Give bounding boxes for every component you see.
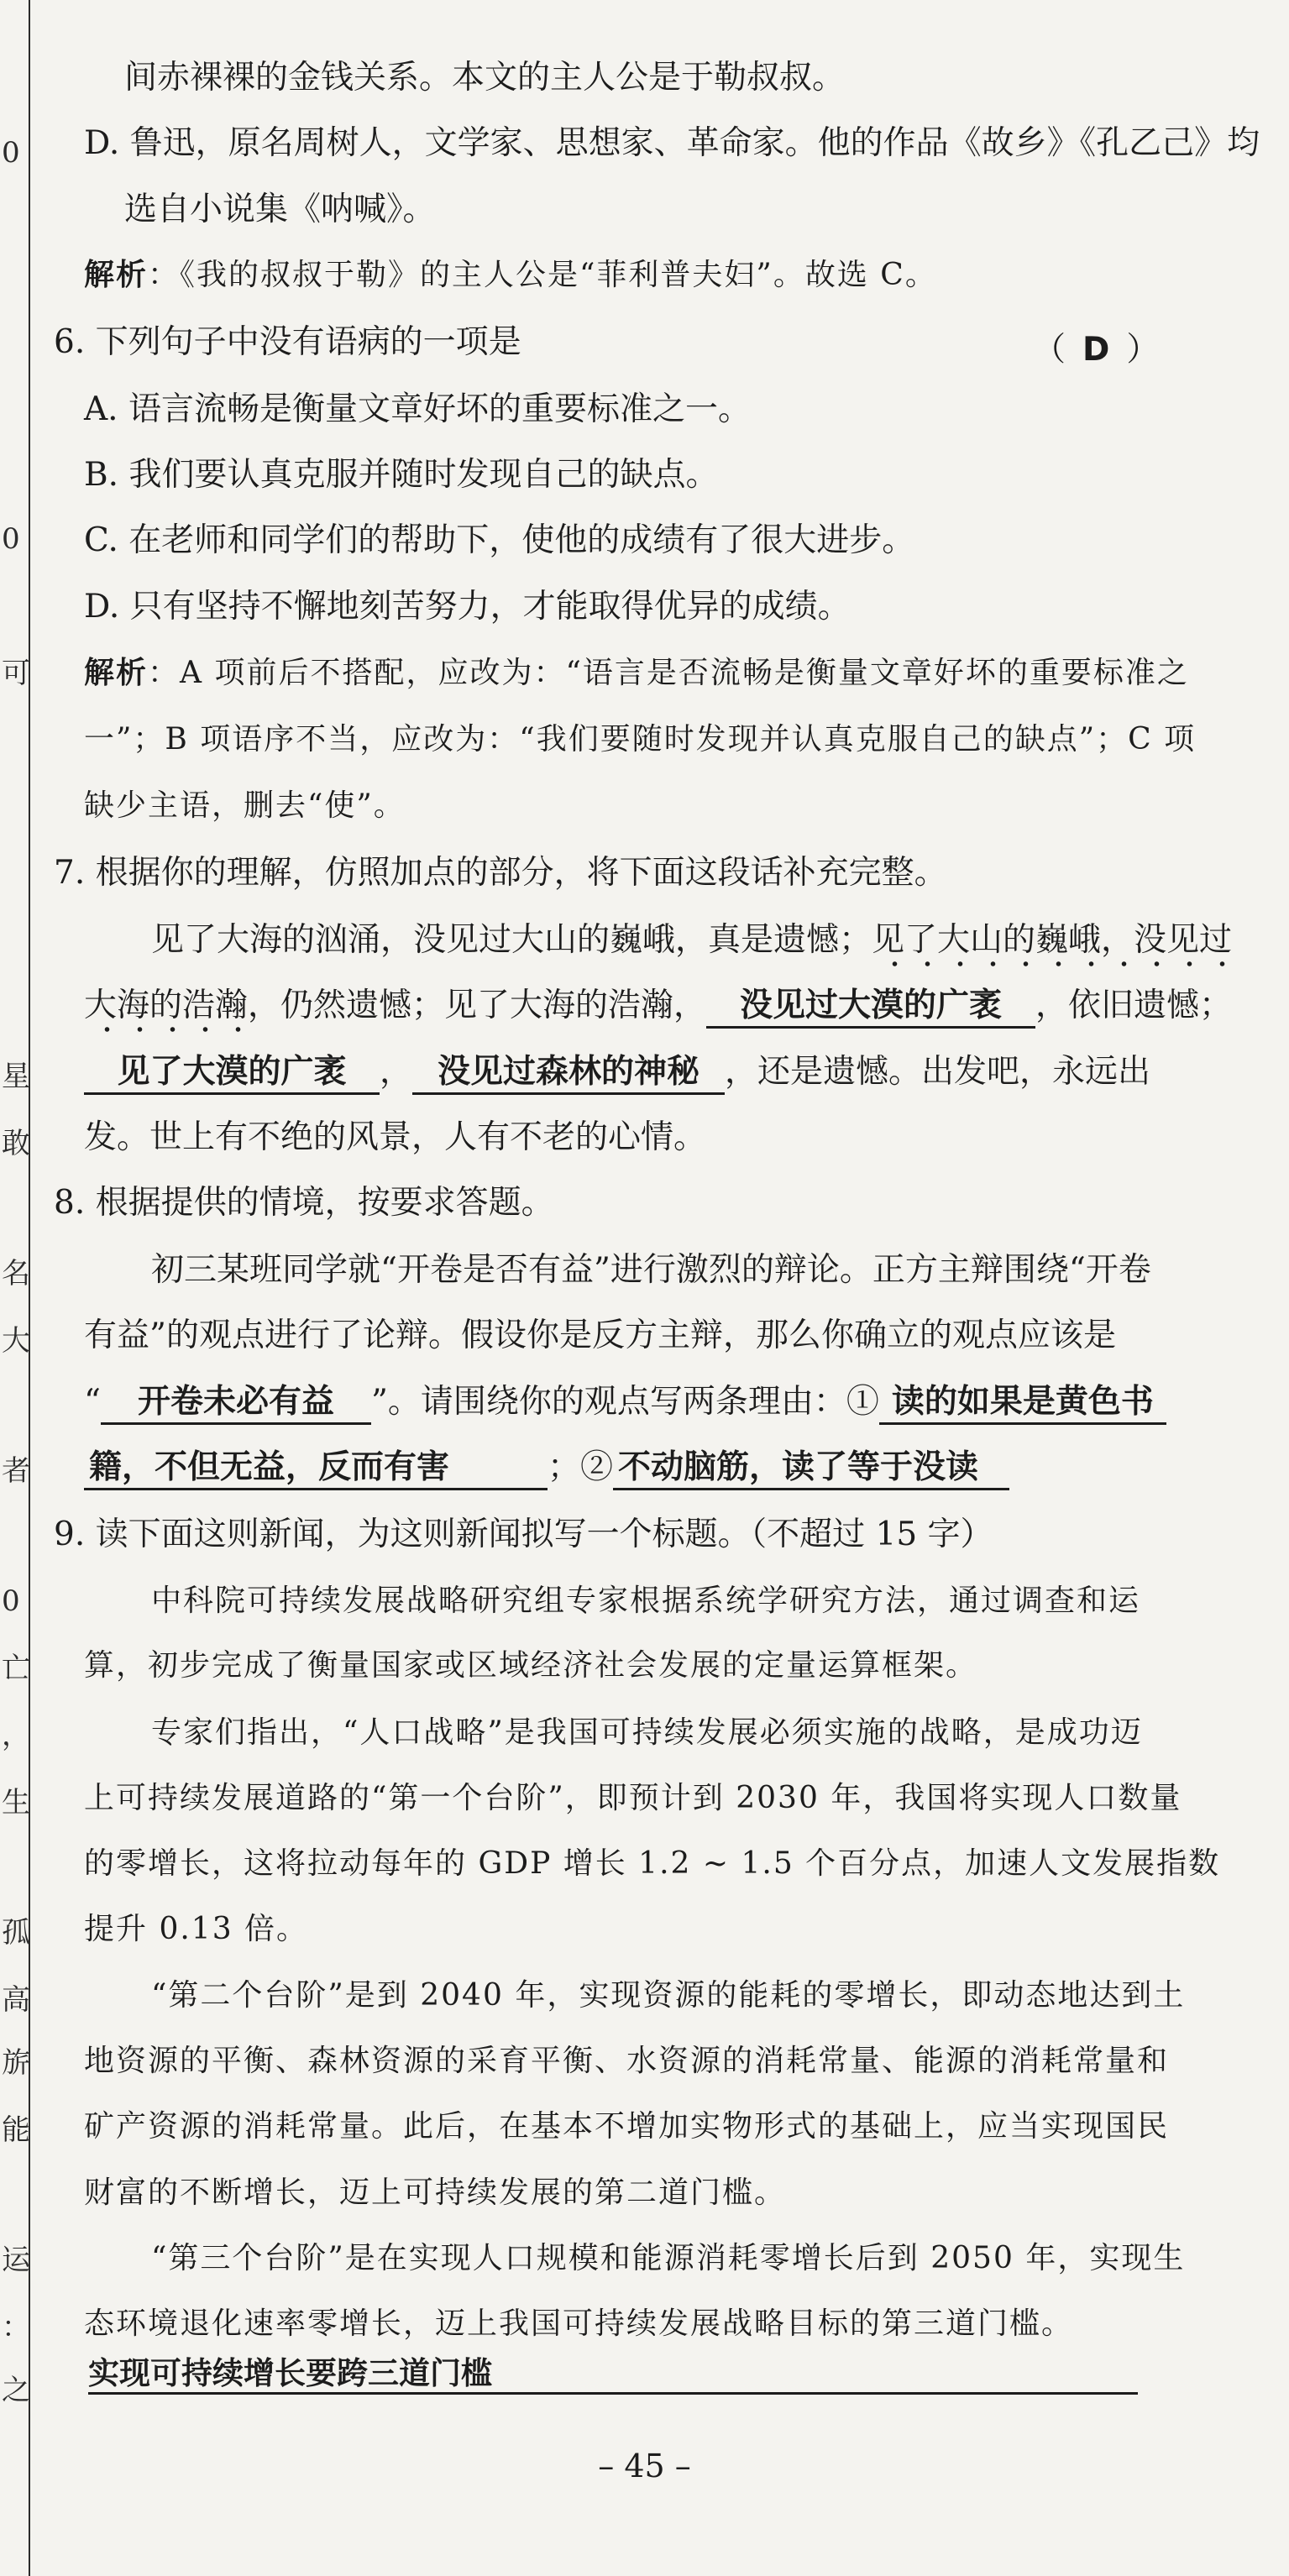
- q8-paragraph-line2: 有益”的观点进行了论辩。假设你是反方主辩，那么你确立的观点应该是: [84, 1317, 1116, 1354]
- q7-paragraph-line1: 见了大海的汹涌，没见过大山的巍峨，真是遗憾；见了大山的巍峨，没见过: [151, 921, 1232, 961]
- news-paragraph-4-line1: “第三个台阶”是在实现人口规模和能源消耗零增长后到 2050 年，实现生: [151, 2241, 1186, 2275]
- margin-fragment: 能: [2, 2113, 30, 2147]
- q7-answer-blank-1: 没见过大漠的广袤: [706, 987, 1035, 1029]
- q6-analysis-line2: 一”；B 项语序不当，应改为：“我们要随时发现并认真克服自己的缺点”；C 项: [84, 722, 1197, 757]
- q8-reason-1-part2: 籍，不但无益，反而有害: [84, 1448, 548, 1490]
- q8-paragraph-line3: “ 开卷未必有益 ”。请围绕你的观点写两条理由：① 读的如果是黄色书: [84, 1383, 1166, 1425]
- q7-paragraph-line3: 见了大漠的广袤 ， 没见过森林的神秘 ，还是遗憾。出发吧，永远出: [84, 1053, 1150, 1095]
- margin-fragment: 旂: [2, 2046, 30, 2080]
- margin-fragment: 者: [2, 1454, 30, 1488]
- margin-fragment: 孤: [2, 1916, 30, 1950]
- q8-paragraph-line1: 初三某班同学就“开卷是否有益”进行激烈的辩论。正方主辩围绕“开卷: [151, 1251, 1151, 1289]
- news-paragraph-1-line1: 中科院可持续发展战略研究组专家根据系统学研究方法，通过调查和运: [151, 1584, 1141, 1618]
- q6-option-b: B. 我们要认真克服并随时发现自己的缺点。: [84, 456, 719, 494]
- margin-fragment: ：: [2, 2311, 30, 2344]
- news-paragraph-3-line1: “第二个台阶”是到 2040 年，实现资源的能耗的零增长，即动态地达到土: [151, 1978, 1186, 2013]
- news-paragraph-1-line2: 算，初步完成了衡量国家或区域经济社会发展的定量运算框架。: [84, 1648, 978, 1683]
- news-paragraph-2-line3: 的零增长，这将拉动每年的 GDP 增长 1.2 ~ 1.5 个百分点，加速人文发展指数: [84, 1846, 1221, 1881]
- margin-fragment: 亡: [2, 1652, 30, 1685]
- margin-fragment: 生: [2, 1786, 30, 1819]
- q7-stem: 7. 根据你的理解，仿照加点的部分，将下面这段话补充完整。: [54, 854, 947, 892]
- q8-reason-1-part1: 读的如果是黄色书: [879, 1383, 1166, 1425]
- news-paragraph-4-line2: 态环境退化速率零增长，迈上我国可持续发展战略目标的第三道门槛。: [84, 2306, 1074, 2341]
- margin-fragment: 0: [2, 1584, 20, 1618]
- q7-answer-blank-2: 见了大漠的广袤: [84, 1053, 380, 1095]
- news-paragraph-3-line2: 地资源的平衡、森林资源的采育平衡、水资源的消耗常量、能源的消耗常量和: [84, 2044, 1170, 2078]
- q8-stem: 8. 根据提供的情境，按要求答题。: [54, 1184, 554, 1222]
- margin-fragment: 可: [2, 657, 30, 690]
- margin-fragment: 星: [2, 1060, 30, 1093]
- news-paragraph-2-line2: 上可持续发展道路的“第一个台阶”，即预计到 2030 年，我国将实现人口数量: [84, 1781, 1182, 1815]
- analysis-label: 解析: [84, 656, 149, 690]
- margin-fragment: 敢: [2, 1127, 30, 1160]
- news-paragraph-2-line4: 提升 0.13 倍。: [84, 1912, 309, 1946]
- q8-paragraph-line4: 籍，不但无益，反而有害 ；② 不动脑筋，读了等于没读: [84, 1448, 1009, 1490]
- q9-stem: 9. 读下面这则新闻，为这则新闻拟写一个标题。（不超过 15 字）: [54, 1516, 993, 1553]
- margin-fragment: 0: [2, 522, 20, 556]
- q6-answer-bracket: （ D ）: [1033, 331, 1160, 369]
- dotted-emphasis: 见了大山的巍峨，没见过: [872, 921, 1232, 969]
- q5-analysis: [84, 257, 937, 293]
- q7-answer-blank-3: 没见过森林的神秘: [412, 1053, 725, 1095]
- margin-fragment: 高: [2, 1983, 30, 2017]
- q9-title-answer: 实现可持续增长要跨三道门槛: [88, 2355, 1138, 2395]
- page-number: – 45 –: [598, 2448, 691, 2484]
- q5-analysis-text: ：《我的叔叔于勒》的主人公是“菲利普夫妇”。故选 C。: [148, 258, 937, 292]
- margin-fragment: 0: [2, 136, 20, 170]
- q6-analysis-line3: 缺少主语，删去“使”。: [84, 788, 406, 823]
- q6-stem: 6. 下列句子中没有语病的一项是: [54, 323, 521, 361]
- q6-analysis-line1: 解析：A 项前后不搭配，应改为：“语言是否流畅是衡量文章好坏的重要标准之: [84, 656, 1189, 690]
- news-paragraph-3-line3: 矿产资源的消耗常量。此后，在基本不增加实物形式的基础上，应当实现国民: [84, 2109, 1170, 2144]
- margin-fragment: 名: [2, 1257, 30, 1291]
- news-paragraph-2-line1: 专家们指出，“人口战略”是我国可持续发展必须实施的战略，是成功迈: [151, 1715, 1143, 1750]
- q7-paragraph-line4: 发。世上有不绝的风景，人有不老的心情。: [84, 1118, 707, 1156]
- analysis-label: 解析: [84, 258, 149, 292]
- margin-fragment: 之: [2, 2374, 30, 2407]
- margin-fragment: 大: [2, 1324, 30, 1358]
- q8-reason-2: 不动脑筋，读了等于没读: [613, 1448, 1009, 1490]
- q5-continued-line: 间赤裸裸的金钱关系。本文的主人公是于勒叔叔。: [124, 59, 846, 97]
- q7-paragraph-line2: 大海的浩瀚，仍然遗憾；见了大海的浩瀚， 没见过大漠的广袤 ，依旧遗憾；: [84, 987, 1232, 1029]
- margin-fragment: ，: [2, 1719, 30, 1752]
- q6-option-d: D. 只有坚持不懈地刻苦努力，才能取得优异的成绩。: [84, 588, 851, 626]
- q5-option-d-line2: 选自小说集《呐喊》。: [124, 191, 436, 228]
- q8-viewpoint-answer: 开卷未必有益: [101, 1383, 371, 1425]
- q6-option-a: A. 语言流畅是衡量文章好坏的重要标准之一。: [84, 390, 751, 428]
- news-paragraph-3-line4: 财富的不断增长，迈上可持续发展的第二道门槛。: [84, 2175, 787, 2210]
- dotted-emphasis: 大海的浩瀚: [84, 987, 248, 1034]
- q6-answer: D: [1082, 331, 1110, 369]
- margin-fragment: 运: [2, 2244, 30, 2277]
- q6-option-c: C. 在老师和同学们的帮助下，使他的成绩有了很大进步。: [84, 521, 915, 559]
- q5-option-d-line1: D. 鲁迅，原名周树人，文学家、思想家、革命家。他的作品《故乡》《孔乙己》均: [84, 124, 1260, 162]
